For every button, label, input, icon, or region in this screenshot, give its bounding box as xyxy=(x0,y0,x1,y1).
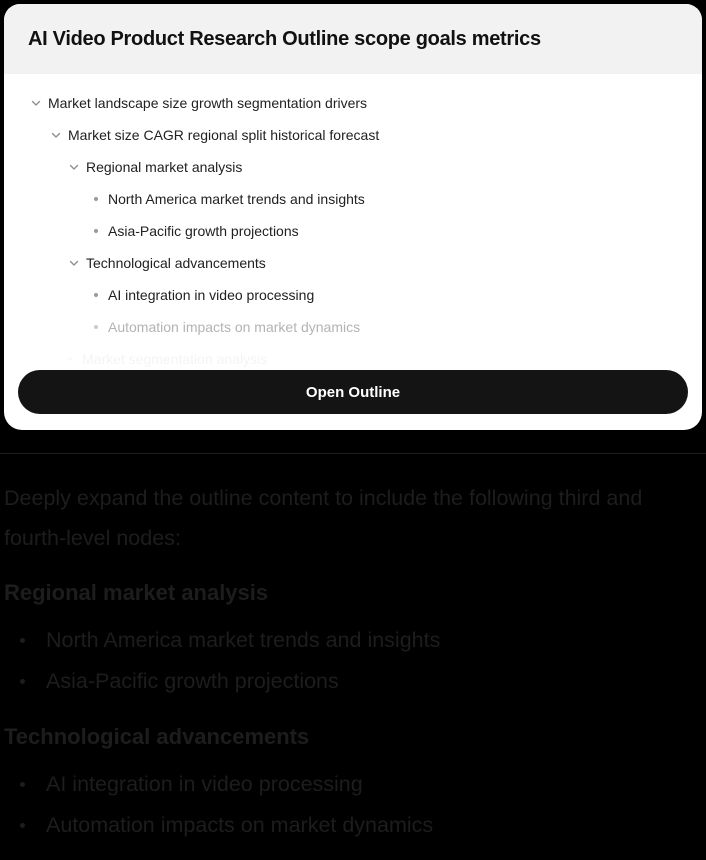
bullet-icon xyxy=(20,782,25,787)
outline-card xyxy=(4,4,702,430)
outline-item[interactable] xyxy=(4,151,702,183)
bullet-icon xyxy=(20,679,25,684)
outline-item-label: Market size CAGR regional split historical forecast xyxy=(68,127,380,143)
bullet-icon xyxy=(94,229,98,233)
open-outline-button-label: Open Outline xyxy=(305,383,401,401)
prompt-bullet-label: North America market trends and insights xyxy=(46,628,441,652)
divider xyxy=(0,453,706,454)
card-header xyxy=(4,4,702,74)
outline-item-label xyxy=(82,351,267,367)
outline-item-label: Asia-Pacific growth projections xyxy=(108,223,299,239)
chevron-down-icon[interactable] xyxy=(68,257,80,269)
outline-item[interactable] xyxy=(4,119,702,151)
bullet-icon xyxy=(94,293,98,297)
outline-item[interactable] xyxy=(4,215,702,247)
outline-item-label: Market landscape size growth segmentation drivers xyxy=(48,95,368,111)
card-title: AI Video Product Research Outline scope goals metrics xyxy=(28,27,541,50)
prompt-bullet-label: AI integration in video processing xyxy=(46,772,363,796)
prompt-content xyxy=(0,478,706,846)
bullet-icon xyxy=(68,357,72,361)
bullet-icon xyxy=(20,638,25,643)
prompt-section-heading: Technological advancements xyxy=(4,724,310,749)
prompt-bullet-label: Asia-Pacific growth projections xyxy=(46,669,339,693)
prompt-section xyxy=(0,430,706,860)
bullet-icon xyxy=(94,325,98,329)
outline-item[interactable] xyxy=(4,247,702,279)
prompt-bullet-item xyxy=(4,764,700,805)
outline-item-label: Automation impacts on market dynamics xyxy=(108,319,361,335)
prompt-bullet-list xyxy=(4,620,700,702)
outline-tree xyxy=(4,74,702,375)
prompt-bullet-label: Automation impacts on market dynamics xyxy=(46,813,434,837)
outline-item-label: AI integration in video processing xyxy=(108,287,315,303)
prompt-bullet-item xyxy=(4,620,700,661)
outline-item[interactable] xyxy=(4,183,702,215)
open-outline-button[interactable] xyxy=(18,370,688,414)
bullet-icon xyxy=(94,197,98,201)
chevron-down-icon[interactable] xyxy=(68,161,80,173)
outline-item[interactable] xyxy=(4,279,702,311)
prompt-bullet-item xyxy=(4,805,700,846)
outline-item-label: Technological advancements xyxy=(86,255,266,271)
prompt-section-heading: Regional market analysis xyxy=(4,580,269,605)
outline-item-label: Regional market analysis xyxy=(86,159,243,175)
bullet-icon xyxy=(20,823,25,828)
outline-item-label: North America market trends and insights xyxy=(108,191,365,207)
chevron-down-icon[interactable] xyxy=(30,97,42,109)
outline-item[interactable] xyxy=(4,311,702,343)
prompt-bullet-list xyxy=(4,764,700,846)
prompt-intro: Deeply expand the outline content to include the following third and fourth-level nodes: xyxy=(4,486,643,550)
chevron-down-icon[interactable] xyxy=(50,129,62,141)
outline-item[interactable] xyxy=(4,87,702,119)
prompt-bullet-item xyxy=(4,661,700,702)
